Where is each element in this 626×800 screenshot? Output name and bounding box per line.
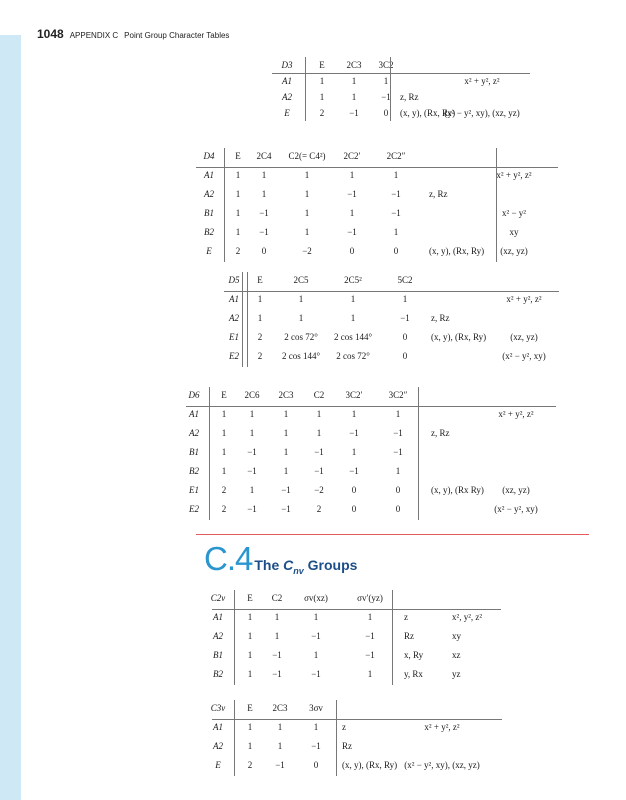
title-symbol: C — [283, 557, 294, 573]
row-label-cell: B2 — [213, 669, 223, 679]
table-cell: −1 — [311, 631, 321, 641]
table-cell: E — [319, 60, 325, 70]
row-label-cell: A2 — [189, 428, 199, 438]
table-header-row — [272, 57, 530, 73]
table-cell: xz — [452, 650, 461, 660]
table-cell: 1 — [319, 92, 325, 102]
table-cell: 1 — [349, 170, 355, 180]
row-label-cell: D4 — [203, 151, 215, 161]
table-cell: −1 — [381, 92, 391, 102]
row-label-cell: A2 — [204, 189, 214, 199]
table-cell: 0 — [351, 485, 357, 495]
table-row — [212, 666, 501, 682]
row-label-cell: B2 — [189, 466, 199, 476]
table-row — [272, 73, 530, 89]
row-label-cell: D3 — [281, 60, 293, 70]
table-cell: 1 — [393, 227, 399, 237]
table-cell: (x² − y², xy) — [502, 351, 546, 361]
table-cell: 2 — [221, 485, 227, 495]
table-cell: 1 — [319, 76, 325, 86]
character-table-c3v — [212, 700, 502, 774]
table-symbol-rule — [209, 387, 210, 520]
table-basis-rule — [496, 148, 497, 262]
table-cell: 1 — [249, 428, 255, 438]
table-row — [272, 89, 530, 105]
table-cell: (x, y), (Rx, Ry) — [342, 760, 398, 770]
character-table-d3 — [272, 57, 530, 131]
table-cell: 1 — [402, 294, 408, 304]
table-cell: 2C2′ — [343, 151, 361, 161]
row-label-cell: A2 — [213, 741, 223, 751]
table-cell: 1 — [395, 466, 401, 476]
table-cell: 1 — [367, 612, 373, 622]
row-label-cell: E2 — [189, 504, 199, 514]
appendix-label: APPENDIX C — [69, 31, 119, 40]
table-cell: 1 — [235, 208, 241, 218]
table-cell: −1 — [365, 650, 375, 660]
table-cell: 3C2′ — [345, 390, 363, 400]
table-row — [196, 186, 558, 202]
table-row — [224, 329, 559, 345]
row-label-cell: A1 — [189, 409, 199, 419]
table-cell: 1 — [249, 409, 255, 419]
table-cell: C2(= C4²) — [288, 151, 326, 161]
table-cell: −1 — [349, 428, 359, 438]
table-header-rule — [272, 73, 530, 74]
character-table-d5 — [224, 272, 559, 368]
table-cell: 1 — [277, 741, 283, 751]
table-cell: 1 — [393, 170, 399, 180]
table-header-row — [196, 148, 558, 164]
table-row — [186, 406, 556, 422]
table-row — [212, 757, 502, 773]
page-number: 1048 — [37, 27, 64, 41]
table-header-row — [212, 590, 501, 606]
table-cell: 2 cos 72° — [284, 332, 318, 342]
table-cell: 1 — [247, 612, 253, 622]
table-cell: 1 — [304, 208, 310, 218]
page-header — [37, 27, 229, 41]
table-cell: 1 — [283, 428, 289, 438]
table-cell: x² − y² — [502, 208, 526, 218]
page-sidebar-band — [0, 35, 21, 800]
character-table-d6 — [186, 387, 556, 521]
table-cell: E — [235, 151, 241, 161]
row-label-cell: E1 — [229, 332, 239, 342]
table-cell: 1 — [351, 447, 357, 457]
title-subscript: nv — [293, 565, 304, 576]
row-label-cell: A2 — [282, 92, 292, 102]
table-cell: 1 — [257, 313, 263, 323]
table-cell: (xz, yz) — [502, 485, 530, 495]
section-title-text — [254, 557, 358, 576]
row-label-cell: D6 — [188, 390, 200, 400]
table-cell: 1 — [247, 631, 253, 641]
table-cell: 1 — [351, 92, 357, 102]
table-cell: 1 — [349, 208, 355, 218]
table-cell: 1 — [316, 428, 322, 438]
table-symbol-rule — [234, 700, 235, 776]
table-cell: z, Rz — [431, 428, 450, 438]
table-header-rule — [212, 609, 501, 610]
table-cell: 2 cos 144° — [281, 351, 321, 361]
table-cell: z — [404, 612, 408, 622]
table-cell: 2C4 — [256, 151, 272, 161]
row-label-cell: B1 — [204, 208, 214, 218]
table-cell: −1 — [347, 227, 357, 237]
table-cell: 1 — [274, 631, 280, 641]
table-cell: −1 — [281, 485, 291, 495]
table-cell: 0 — [351, 504, 357, 514]
table-cell: −1 — [349, 108, 359, 118]
table-cell: 1 — [351, 76, 357, 86]
table-cell: −1 — [275, 760, 285, 770]
table-cell: 5C2 — [397, 275, 413, 285]
table-cell: 1 — [247, 650, 253, 660]
table-cell: 1 — [274, 612, 280, 622]
table-cell: E — [257, 275, 263, 285]
table-cell: −1 — [311, 669, 321, 679]
table-cell: 1 — [235, 189, 241, 199]
section-number: C.4 — [204, 540, 253, 577]
character-table-d4 — [196, 148, 558, 262]
table-cell: 2 — [257, 332, 263, 342]
table-cell: 1 — [367, 669, 373, 679]
table-row — [224, 291, 559, 307]
table-cell: 1 — [261, 189, 267, 199]
table-cell: xy — [452, 631, 461, 641]
row-label-cell: E2 — [229, 351, 239, 361]
row-label-cell: A1 — [213, 612, 223, 622]
table-header-rule — [224, 291, 559, 292]
table-cell: 1 — [298, 313, 304, 323]
table-cell: 1 — [221, 428, 227, 438]
row-label-cell: C3v — [210, 703, 226, 713]
table-cell: −1 — [400, 313, 410, 323]
table-cell: yz — [452, 669, 461, 679]
table-cell: x², y², z² — [452, 612, 483, 622]
table-cell: 1 — [277, 722, 283, 732]
table-cell: −1 — [391, 208, 401, 218]
table-cell: 1 — [313, 722, 319, 732]
table-cell: 1 — [316, 409, 322, 419]
section-heading — [204, 540, 357, 578]
table-cell: 2C2″ — [386, 151, 406, 161]
table-cell: 3C2″ — [388, 390, 408, 400]
table-cell: 0 — [261, 246, 267, 256]
table-row — [196, 205, 558, 221]
table-header-row — [212, 700, 502, 716]
table-cell: (x² − y², xy), (xz, yz) — [404, 760, 480, 770]
row-label-cell: E — [215, 760, 221, 770]
table-cell: 3C2 — [378, 60, 394, 70]
table-cell: 1 — [304, 227, 310, 237]
table-cell: 0 — [395, 485, 401, 495]
table-cell: (x, y), (Rx Ry) — [431, 485, 484, 495]
table-cell: 2 cos 144° — [333, 332, 373, 342]
table-cell: 1 — [221, 447, 227, 457]
table-cell: z — [342, 722, 346, 732]
table-basis-rule — [418, 387, 419, 520]
row-label-cell: E — [284, 108, 290, 118]
table-cell: −1 — [314, 466, 324, 476]
table-cell: 1 — [235, 170, 241, 180]
table-row — [186, 463, 556, 479]
table-cell: z, Rz — [431, 313, 450, 323]
table-cell: σv(xz) — [304, 593, 328, 603]
table-cell: 1 — [283, 409, 289, 419]
table-cell: 1 — [350, 313, 356, 323]
table-cell: Rz — [404, 631, 414, 641]
table-cell: x² + y², z² — [424, 722, 460, 732]
table-cell: 1 — [395, 409, 401, 419]
table-cell: 1 — [235, 227, 241, 237]
table-cell: −1 — [281, 504, 291, 514]
table-cell: −1 — [393, 428, 403, 438]
table-cell: −1 — [393, 447, 403, 457]
table-cell: 1 — [221, 466, 227, 476]
table-cell: (x, y), (Rx, Ry) — [400, 108, 456, 118]
table-cell: C2 — [271, 593, 283, 603]
table-cell: −1 — [259, 208, 269, 218]
table-cell: −1 — [272, 669, 282, 679]
table-cell: 1 — [383, 76, 389, 86]
row-label-cell: A2 — [229, 313, 239, 323]
table-cell: 2C3 — [346, 60, 362, 70]
table-cell: 2 — [247, 760, 253, 770]
table-cell: x² + y², z² — [506, 294, 542, 304]
table-row — [196, 224, 558, 240]
table-cell: σv′(yz) — [357, 593, 383, 603]
table-row — [186, 482, 556, 498]
table-cell: x, Ry — [404, 650, 424, 660]
table-symbol-rule — [234, 590, 235, 685]
table-cell: −2 — [302, 246, 312, 256]
table-row — [272, 105, 530, 121]
row-label-cell: B2 — [204, 227, 214, 237]
character-table-c2v — [212, 590, 501, 678]
table-row — [212, 719, 502, 735]
row-label-cell: D5 — [228, 275, 240, 285]
table-cell: 2C6 — [244, 390, 260, 400]
table-cell: (xz, yz) — [500, 246, 528, 256]
row-label-cell: B1 — [189, 447, 199, 457]
table-cell: xy — [509, 227, 519, 237]
table-cell: 0 — [383, 108, 389, 118]
table-row — [196, 167, 558, 183]
table-cell: (x² − y², xy) — [494, 504, 538, 514]
table-cell: 1 — [351, 409, 357, 419]
table-cell: 1 — [304, 170, 310, 180]
table-basis-rule — [336, 700, 337, 776]
table-header-row — [224, 272, 559, 288]
table-basis-rule — [242, 272, 243, 367]
table-cell: 2 cos 72° — [336, 351, 370, 361]
table-cell: 2 — [221, 504, 227, 514]
row-label-cell: A1 — [229, 294, 239, 304]
table-cell: 1 — [283, 466, 289, 476]
table-cell: E — [221, 390, 227, 400]
table-cell: (xz, yz) — [510, 332, 538, 342]
table-cell: 1 — [298, 294, 304, 304]
table-symbol-rule — [305, 57, 306, 121]
table-cell: 1 — [304, 189, 310, 199]
table-cell: −1 — [259, 227, 269, 237]
table-cell: z, Rz — [400, 92, 419, 102]
table-cell: 0 — [313, 760, 319, 770]
table-cell: E — [247, 593, 253, 603]
table-cell: 1 — [221, 409, 227, 419]
table-cell: 2C5² — [344, 275, 362, 285]
table-cell: −1 — [347, 189, 357, 199]
table-cell: −1 — [247, 466, 257, 476]
table-header-row — [186, 387, 556, 403]
table-cell: 2 — [257, 351, 263, 361]
table-cell: 2 — [319, 108, 325, 118]
table-cell: −1 — [311, 741, 321, 751]
table-header-rule — [186, 406, 556, 407]
table-cell: 1 — [313, 650, 319, 660]
table-cell: 1 — [313, 612, 319, 622]
table-cell: 1 — [249, 485, 255, 495]
table-cell: 1 — [283, 447, 289, 457]
table-cell: (x, y), (Rx, Ry) — [431, 332, 487, 342]
table-cell: −1 — [314, 447, 324, 457]
table-cell: 1 — [247, 722, 253, 732]
table-header-rule — [196, 167, 558, 168]
row-label-cell: E1 — [189, 485, 199, 495]
table-header-rule — [212, 719, 502, 720]
table-cell: 3σv — [309, 703, 323, 713]
row-label-cell: B1 — [213, 650, 223, 660]
table-symbol-rule — [247, 272, 248, 367]
table-cell: 0 — [395, 504, 401, 514]
table-cell: 1 — [350, 294, 356, 304]
table-cell: 2 — [235, 246, 241, 256]
table-cell: (x² − y², xy), (xz, yz) — [444, 108, 520, 118]
table-row — [224, 310, 559, 326]
section-divider — [196, 534, 589, 535]
table-row — [212, 738, 502, 754]
table-cell: C2 — [313, 390, 325, 400]
table-cell: −1 — [247, 447, 257, 457]
table-cell: (x, y), (Rx, Ry) — [429, 246, 485, 256]
table-basis-rule — [392, 590, 393, 685]
table-cell: E — [247, 703, 253, 713]
table-cell: x² + y², z² — [496, 170, 532, 180]
table-row — [224, 348, 559, 364]
table-cell: 0 — [349, 246, 355, 256]
table-cell: −1 — [272, 650, 282, 660]
table-cell: 0 — [402, 351, 408, 361]
table-cell: 1 — [257, 294, 263, 304]
table-row — [196, 243, 558, 259]
table-row — [212, 647, 501, 663]
table-cell: Rz — [342, 741, 352, 751]
table-cell: −1 — [349, 466, 359, 476]
table-row — [212, 628, 501, 644]
table-cell: 2C5 — [293, 275, 309, 285]
row-label-cell: A1 — [282, 76, 292, 86]
table-symbol-rule — [224, 148, 225, 262]
table-cell: 0 — [393, 246, 399, 256]
table-cell: y, Rx — [404, 669, 423, 679]
table-row — [186, 501, 556, 517]
row-label-cell: A2 — [213, 631, 223, 641]
table-basis-rule — [390, 57, 391, 121]
table-cell: 1 — [247, 741, 253, 751]
row-label-cell: E — [206, 246, 212, 256]
table-row — [186, 425, 556, 441]
table-cell: −1 — [247, 504, 257, 514]
table-cell: −2 — [314, 485, 324, 495]
table-cell: −1 — [391, 189, 401, 199]
row-label-cell: A1 — [213, 722, 223, 732]
row-label-cell: C2v — [210, 593, 226, 603]
table-row — [212, 609, 501, 625]
table-cell: z, Rz — [429, 189, 448, 199]
table-cell: 2 — [316, 504, 322, 514]
table-cell: 0 — [402, 332, 408, 342]
row-label-cell: A1 — [204, 170, 214, 180]
table-cell: x² + y², z² — [464, 76, 500, 86]
table-cell: 1 — [261, 170, 267, 180]
table-cell: x² + y², z² — [498, 409, 534, 419]
title-prefix: The — [254, 557, 284, 573]
table-row — [186, 444, 556, 460]
table-cell: −1 — [365, 631, 375, 641]
table-cell: 2C3 — [272, 703, 288, 713]
section-title: Point Group Character Tables — [124, 31, 230, 40]
table-cell: 1 — [247, 669, 253, 679]
title-suffix: Groups — [303, 557, 358, 573]
table-cell: 2C3 — [278, 390, 294, 400]
